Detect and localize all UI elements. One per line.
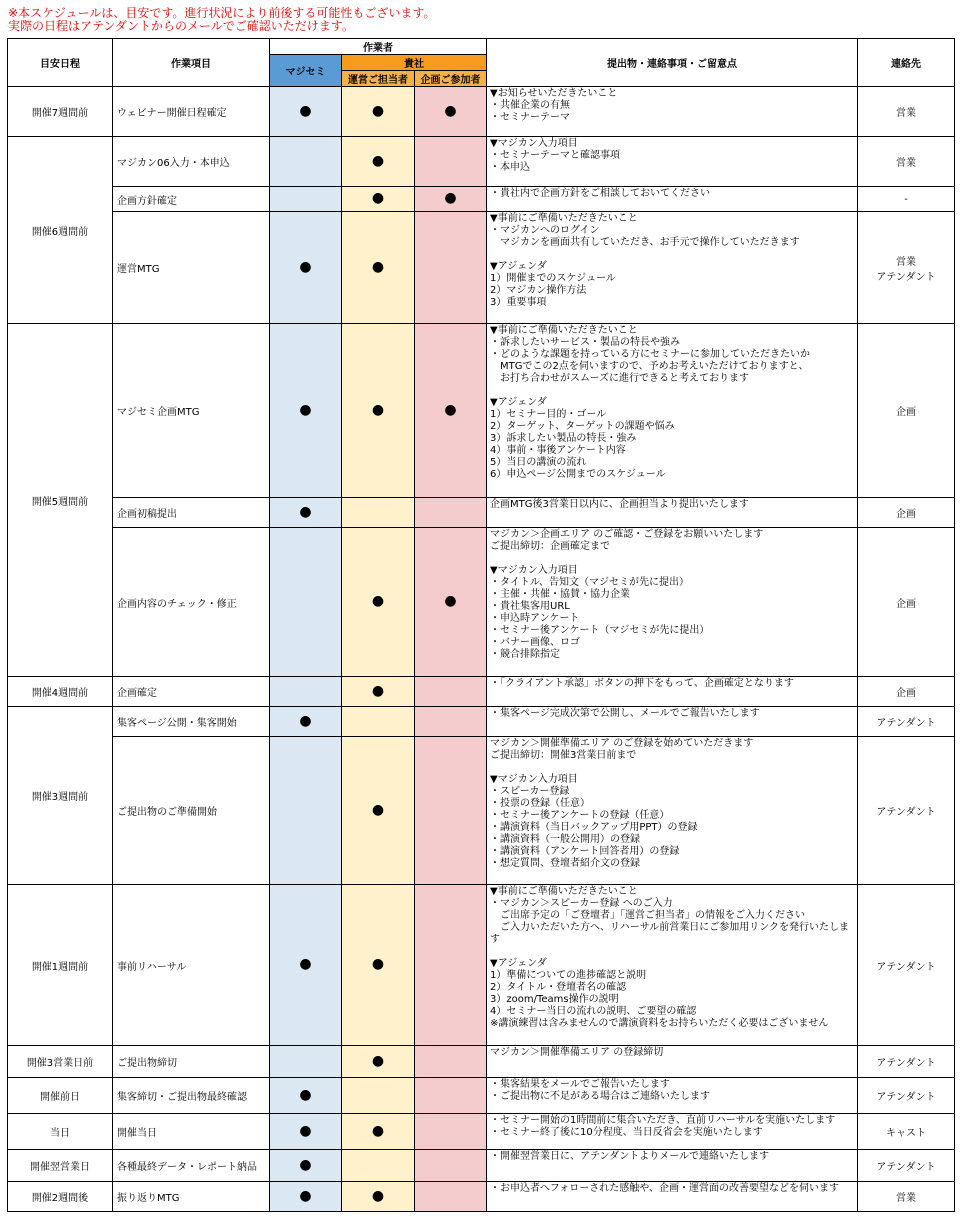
bullet-mark: ●: [299, 1156, 312, 1173]
admin-cell: [342, 498, 415, 528]
planner-cell: [415, 1114, 487, 1150]
planner-cell: [415, 737, 487, 885]
majisemi-cell: [270, 1150, 342, 1182]
table-row: [8, 1078, 955, 1114]
deliverables-cell: ▼マジカン入力項目 ・セミナーテーマと確認事項 ・本申込: [487, 137, 858, 187]
contact-cell: アテンダント: [858, 707, 955, 737]
deliverables-cell: ・集客ページ完成次第で公開し、メールでご報告いたします: [487, 707, 858, 737]
bullet-mark: ●: [299, 1122, 312, 1139]
task-cell: 事前リハーサル: [113, 885, 270, 1046]
contact-cell: アテンダント: [858, 885, 955, 1046]
task-cell: 運営MTG: [113, 212, 270, 324]
bullet-mark: ●: [371, 682, 385, 699]
task-cell: マジカン06入力・本申込: [113, 137, 270, 187]
schedule-cell: 開催3営業日前: [8, 1046, 113, 1078]
table-row: [8, 737, 955, 885]
header-company: 貴社: [342, 55, 487, 71]
task-cell: ご提出物のご準備開始: [113, 737, 270, 885]
header-majisemi: マジセミ: [270, 55, 342, 87]
planner-cell: [415, 528, 487, 677]
header-task: 作業項目: [113, 39, 270, 87]
deliverables-cell: ▼お知らせいただきたいこと ・共催企業の有無 ・セミナーテーマ: [487, 87, 858, 137]
deliverables-cell: ・開催翌営業日に、アテンダントよりメールで連絡いたします: [487, 1150, 858, 1182]
admin-cell: [342, 87, 415, 137]
majisemi-cell: [270, 737, 342, 885]
bullet-mark: ●: [371, 1187, 385, 1204]
bullet-mark: ●: [371, 102, 385, 119]
majisemi-cell: [270, 212, 342, 324]
schedule-cell: 開催2週間後: [8, 1182, 113, 1212]
schedule-notes: [8, 7, 435, 33]
deliverables-cell: マジカン＞企画エリア のご確認・ご登録をお願いいたします ご提出締切：企画確定まで ▼マジカン入力項目 ・タイトル、告知文（マジセミが先に提出） ・主催・共催・協賛・協力企業 ・貴社集客用URL ・申込時アンケート ・セミナー後アンケート（マジセミが先に提出） ・バナー画像、ロゴ ・競合排除指定: [487, 528, 858, 677]
planner-cell: [415, 1046, 487, 1078]
table-row: [8, 885, 955, 1046]
task-cell: 各種最終データ・レポート納品: [113, 1150, 270, 1182]
contact-cell: キャスト: [858, 1114, 955, 1150]
bullet-mark: ●: [444, 102, 457, 119]
schedule-cell: 開催7週間前: [8, 87, 113, 137]
bullet-mark: ●: [371, 801, 385, 818]
bullet-mark: ●: [299, 712, 312, 729]
table-row: [8, 677, 955, 707]
majisemi-cell: [270, 1078, 342, 1114]
task-cell: 企画確定: [113, 677, 270, 707]
planner-cell: [415, 324, 487, 498]
majisemi-cell: [270, 1046, 342, 1078]
note-line-2: 実際の日程はアテンダントからのメールでご確認いただけます。: [8, 19, 354, 33]
header-admin: 運営ご担当者: [342, 71, 415, 87]
deliverables-cell: 企画MTG後3営業日以内に、企画担当より提出いたします: [487, 498, 858, 528]
admin-cell: [342, 137, 415, 187]
deliverables-cell: マジカン＞開催準備エリア の登録締切: [487, 1046, 858, 1078]
admin-cell: [342, 707, 415, 737]
contact-cell: 企画: [858, 528, 955, 677]
majisemi-cell: [270, 187, 342, 212]
task-cell: 集客締切・ご提出物最終確認: [113, 1078, 270, 1114]
header-planner: 企画ご参加者: [415, 71, 487, 87]
schedule-cell: 開催翌営業日: [8, 1150, 113, 1182]
schedule-cell: 開催3週間前: [8, 707, 113, 885]
bullet-mark: ●: [371, 956, 385, 972]
schedule-cell: 開催1週間前: [8, 885, 113, 1046]
header-contact: 連絡先: [858, 39, 955, 87]
bullet-mark: ●: [371, 1122, 385, 1139]
deliverables-cell: ・集客結果をメールでご報告いたします ・ご提出物に不足がある場合はご連絡いたします: [487, 1078, 858, 1114]
majisemi-cell: [270, 87, 342, 137]
majisemi-cell: [270, 137, 342, 187]
deliverables-cell: ▼事前にご準備いただきたいこと ・マジカンへのログイン マジカンを画面共有していただき、お手元で操作していただきます ▼アジェンダ 1）開催までのスケジュール 2）マジカン操作方法 3）重要事項: [487, 212, 858, 324]
planner-cell: [415, 707, 487, 737]
admin-cell: [342, 1046, 415, 1078]
majisemi-cell: [270, 885, 342, 1046]
bullet-mark: ●: [371, 152, 385, 169]
schedule-cell: 開催5週間前: [8, 324, 113, 677]
table-row: [8, 528, 955, 677]
contact-cell: 営業: [858, 87, 955, 137]
admin-cell: [342, 1150, 415, 1182]
admin-cell: [342, 528, 415, 677]
schedule-cell: 開催4週間前: [8, 677, 113, 707]
majisemi-cell: [270, 528, 342, 677]
task-cell: 企画方針確定: [113, 187, 270, 212]
majisemi-cell: [270, 324, 342, 498]
contact-cell: アテンダント: [858, 1150, 955, 1182]
deliverables-cell: ▼事前にご準備いただきたいこと ・マジカン＞スピーカー登録 へのご入力 ご出席予定の「ご登壇者」「運営ご担当者」の情報をご入力ください ご入力いただいた方へ、リハーサル前営業日にご参加用リンクを発行いたしま す ▼アジェンダ 1）準備についての進捗確認と説明 2）タイトル・登壇者名の確認 3）zoom/Teams操作の説明 4）セミナー当日の流れの説明、ご要望の確認 ※講演練習は含みませんので講演資料をお持ちいただく必要はございません: [487, 885, 858, 1046]
bullet-mark: ●: [371, 1052, 385, 1069]
bullet-mark: ●: [299, 102, 312, 119]
task-cell: 開催当日: [113, 1114, 270, 1150]
majisemi-cell: [270, 677, 342, 707]
contact-cell: アテンダント: [858, 1078, 955, 1114]
table-row: [8, 1046, 955, 1078]
bullet-mark: ●: [371, 401, 385, 418]
note-line-1: ※本スケジュールは、目安です。進行状況により前後する可能性もございます。: [8, 6, 436, 20]
bullet-mark: ●: [444, 190, 457, 206]
admin-cell: [342, 212, 415, 324]
admin-cell: [342, 1182, 415, 1212]
bullet-mark: ●: [299, 1187, 312, 1204]
admin-cell: [342, 1078, 415, 1114]
schedule-rows: [8, 87, 955, 1212]
admin-cell: [342, 885, 415, 1046]
bullet-mark: ●: [299, 956, 312, 972]
planner-cell: [415, 212, 487, 324]
bullet-mark: ●: [299, 258, 312, 275]
deliverables-cell: ▼事前にご準備いただきたいこと ・訴求したいサービス・製品の特長や強み ・どのような課題を持っている方にセミナーに参加していただきたいか MTGでこの2点を伺いますので、予めお考えいただけておりますと、 お打ち合わせがスムーズに進行できると考えております ▼アジェンダ 1）セミナー目的・ゴール 2）ターゲット、ターゲットの課題や悩み 3）訴求したい製品の特長・強み 4）事前・事後アンケート内容 5）当日の講演の流れ 6）申込ページ公開までのスケジュール: [487, 324, 858, 498]
task-cell: マジセミ企画MTG: [113, 324, 270, 498]
schedule-cell: 開催前日: [8, 1078, 113, 1114]
schedule-table: [7, 38, 955, 1212]
planner-cell: [415, 87, 487, 137]
admin-cell: [342, 677, 415, 707]
table-row: [8, 1150, 955, 1182]
contact-cell: 営業: [858, 1182, 955, 1212]
majisemi-cell: [270, 1114, 342, 1150]
task-cell: ご提出物締切: [113, 1046, 270, 1078]
table-row: [8, 324, 955, 498]
contact-cell: 営業 アテンダント: [858, 212, 955, 324]
planner-cell: [415, 1078, 487, 1114]
planner-cell: [415, 498, 487, 528]
contact-cell: 企画: [858, 324, 955, 498]
task-cell: ウェビナー開催日程確定: [113, 87, 270, 137]
deliverables-cell: ・貴社内で企画方針をご相談しておいてください: [487, 187, 858, 212]
bullet-mark: ●: [299, 1086, 312, 1103]
bullet-mark: ●: [371, 190, 385, 206]
planner-cell: [415, 187, 487, 212]
task-cell: 集客ページ公開・集客開始: [113, 707, 270, 737]
majisemi-cell: [270, 707, 342, 737]
contact-cell: 営業: [858, 137, 955, 187]
majisemi-cell: [270, 498, 342, 528]
planner-cell: [415, 1150, 487, 1182]
task-cell: 振り返りMTG: [113, 1182, 270, 1212]
bullet-mark: ●: [299, 503, 312, 520]
deliverables-cell: ・「クライアント承認」ボタンの押下をもって、企画確定となります: [487, 677, 858, 707]
deliverables-cell: ・セミナー開始の1時間前に集合いただき、直前リハーサルを実施いたします ・セミナー終了後に10分程度、当日反省会を実施いたします: [487, 1114, 858, 1150]
admin-cell: [342, 1114, 415, 1150]
task-cell: 企画内容のチェック・修正: [113, 528, 270, 677]
deliverables-cell: ・お申込者へフォローされた感触や、企画・運営面の改善要望などを伺います: [487, 1182, 858, 1212]
bullet-mark: ●: [371, 258, 385, 275]
header-worker: 作業者: [270, 39, 487, 55]
schedule-cell: 当日: [8, 1114, 113, 1150]
deliverables-cell: マジカン＞開催準備エリア のご登録を始めていただきます ご提出締切：開催3営業日前まで ▼マジカン入力項目 ・スピーカー登録 ・投票の登録（任意） ・セミナー後アンケートの登録（任意） ・講演資料（当日バックアップ用PPT）の登録 ・講演資料（一般公開用）の登録 ・講演資料（アンケート回答者用）の登録 ・想定質問、登壇者紹介文の登録: [487, 737, 858, 885]
majisemi-cell: [270, 1182, 342, 1212]
table-row: [8, 1182, 955, 1212]
table-row: [8, 137, 955, 187]
admin-cell: [342, 737, 415, 885]
table-row: [8, 1114, 955, 1150]
table-row: [8, 707, 955, 737]
contact-cell: アテンダント: [858, 737, 955, 885]
bullet-mark: ●: [444, 401, 457, 418]
admin-cell: [342, 187, 415, 212]
contact-cell: アテンダント: [858, 1046, 955, 1078]
table-row: [8, 212, 955, 324]
bullet-mark: ●: [444, 593, 457, 609]
task-cell: 企画初稿提出: [113, 498, 270, 528]
contact-cell: 企画: [858, 498, 955, 528]
contact-cell: -: [858, 187, 955, 212]
bullet-mark: ●: [299, 401, 312, 418]
table-row: [8, 187, 955, 212]
planner-cell: [415, 1182, 487, 1212]
header-schedule: 目安日程: [8, 39, 113, 87]
header-deliverables: 提出物・連絡事項・ご留意点: [487, 39, 858, 87]
bullet-mark: ●: [371, 593, 385, 609]
schedule-cell: 開催6週間前: [8, 137, 113, 324]
table-row: [8, 87, 955, 137]
contact-cell: 企画: [858, 677, 955, 707]
table-row: [8, 498, 955, 528]
planner-cell: [415, 677, 487, 707]
planner-cell: [415, 885, 487, 1046]
admin-cell: [342, 324, 415, 498]
planner-cell: [415, 137, 487, 187]
